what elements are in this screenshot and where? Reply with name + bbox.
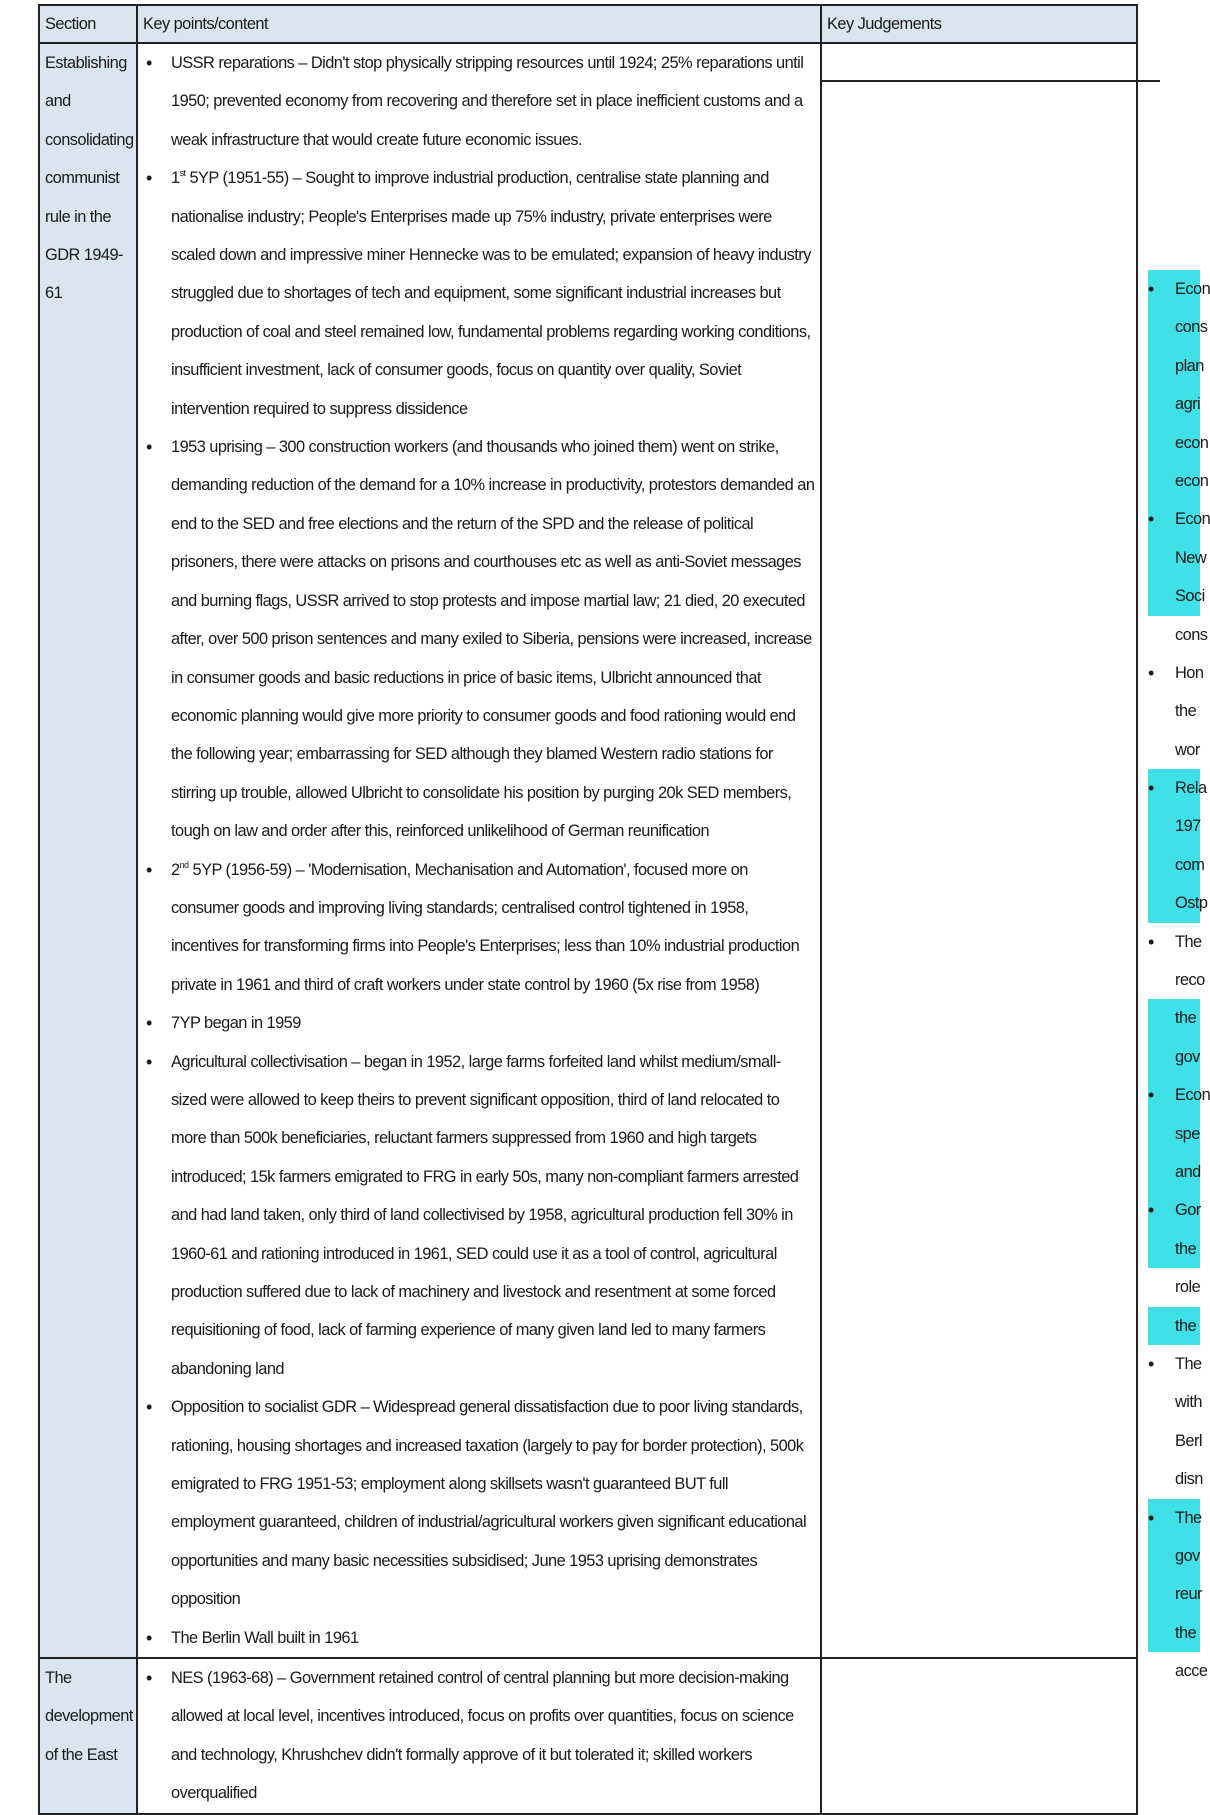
- key-judgements-cell: [821, 1658, 1137, 1814]
- clipped-line: [1148, 270, 1210, 308]
- key-point-item: • The Berlin Wall built in 1961: [143, 1619, 815, 1657]
- clipped-line-text: the: [1175, 702, 1197, 721]
- key-point-item: • 2nd 5YP (1956-59) – 'Modernisation, Mechanisation and Automation', focused more on consumer goods and improving living standards; centralised control tightened in 1958, incentives for transforming firms into People's Enterprises; less than 10% industrial production private in 1961 and third of craft workers under state control by 1960 (5x rise from 1958): [143, 851, 815, 1005]
- clipped-line-text: econ: [1175, 471, 1209, 490]
- clipped-line-text: Econ: [1175, 510, 1210, 529]
- table-row: [39, 1658, 1137, 1814]
- clipped-line-text: Econ: [1175, 280, 1210, 298]
- clipped-line-text: the: [1175, 1316, 1197, 1335]
- clipped-line-text: gov: [1175, 1047, 1200, 1066]
- clipped-line: [1148, 1652, 1208, 1690]
- key-point-item: • 1st 5YP (1951-55) – Sought to improve industrial production, centralise state planning and nationalise industry; People's Enterprises made up 75% industry, private enterprises were scaled down and impressive miner Hennecke was to be emulated; expansion of heavy industry struggled due to shortages of tech and equipment, some significant industrial increases but production of coal and steel remained low, fundamental problems regarding working conditions, insufficient investment, lack of consumer goods, focus on quantity over quality, Soviet intervention required to suppress dissidence: [143, 159, 815, 428]
- clipped-line-text: disn: [1175, 1470, 1203, 1489]
- clipped-line-text: The: [1175, 1508, 1202, 1527]
- header-key-judgements: Key Judgements: [821, 5, 1137, 43]
- clipped-line-text: plan: [1175, 356, 1204, 375]
- clipped-line: [1148, 1422, 1200, 1460]
- header-section: Section: [39, 5, 137, 43]
- clipped-line: [1148, 385, 1200, 423]
- bullet-icon: •: [1148, 279, 1154, 299]
- clipped-line: [1148, 807, 1200, 845]
- key-point-item: • USSR reparations – Didn't stop physically stripping resources until 1924; 25% reparations until 1950; prevented economy from recovering and therefore set in place inefficient customs and a weak infrastructure that would create future economic issues.: [143, 44, 815, 159]
- clipped-line: [1148, 462, 1209, 500]
- key-points-list: [143, 1659, 815, 1813]
- clipped-line-text: the: [1175, 1009, 1197, 1028]
- clipped-line-text: agri: [1175, 395, 1201, 414]
- bullet-icon: •: [1148, 931, 1154, 952]
- clipped-line-text: reur: [1175, 1585, 1202, 1604]
- clipped-line-text: the: [1175, 1239, 1197, 1258]
- clipped-line-text: acce: [1175, 1662, 1208, 1681]
- clipped-line: [1148, 923, 1200, 961]
- clipped-line-text: reco: [1175, 971, 1205, 990]
- clipped-line: [1148, 846, 1205, 884]
- clipped-line-text: New: [1175, 548, 1207, 567]
- clipped-line-text: Econ: [1175, 1086, 1210, 1105]
- key-point-item: • NES (1963-68) – Government retained control of central planning but more decision-making allowed at local level, incentives introduced, focus on profits over quantities, focus on science and technology, Khrushchev didn't formally approve of it but tolerated it; skilled workers overqualified: [143, 1659, 815, 1813]
- clipped-line-text: The: [1175, 932, 1202, 951]
- clipped-line-text: cons: [1175, 318, 1208, 337]
- clipped-line: [1148, 347, 1204, 385]
- clipped-line: [1148, 1575, 1200, 1613]
- clipped-line-text: econ: [1175, 433, 1209, 452]
- clipped-line-text: cons: [1175, 625, 1208, 644]
- section-title: Establishing and consolidating communist rule in the GDR 1949-61: [39, 43, 137, 1658]
- clipped-line: [1148, 539, 1207, 577]
- revision-table: [38, 4, 1138, 1815]
- clipped-line: [1148, 1153, 1200, 1191]
- bullet-icon: •: [1148, 778, 1154, 799]
- bullet-icon: •: [1148, 662, 1154, 683]
- clipped-line: [1148, 884, 1208, 922]
- clipped-line-text: spe: [1175, 1124, 1200, 1143]
- clipped-line: [1148, 999, 1200, 1037]
- header-key-points: Key points/content: [137, 5, 821, 43]
- clipped-line: [1148, 1307, 1200, 1345]
- key-judgements-cell: [821, 43, 1137, 1658]
- clipped-line-text: Rela: [1175, 779, 1207, 798]
- section-title: The development of the East: [39, 1658, 137, 1814]
- clipped-line-text: the: [1175, 1623, 1197, 1642]
- clipped-line: [1148, 1383, 1200, 1421]
- clipped-line-text: Soci: [1175, 587, 1205, 606]
- clipped-line: [1148, 616, 1208, 654]
- key-points-list: [143, 44, 815, 1657]
- key-points-cell: [137, 43, 821, 1658]
- overflow-rule: [822, 80, 1160, 82]
- clipped-line: [1148, 692, 1200, 730]
- bullet-icon: •: [1148, 1353, 1154, 1374]
- bullet-icon: •: [1148, 1507, 1154, 1528]
- clipped-line-text: wor: [1175, 740, 1200, 759]
- bullet-icon: •: [1148, 509, 1154, 530]
- clipped-line: [1148, 654, 1204, 692]
- clipped-line: [1148, 1460, 1203, 1498]
- clipped-line: [1148, 1537, 1200, 1575]
- clipped-line: [1148, 1230, 1200, 1268]
- clipped-line: [1148, 500, 1210, 538]
- clipped-line: [1148, 1191, 1200, 1229]
- clipped-line: [1148, 424, 1209, 462]
- clipped-line: [1148, 1076, 1210, 1114]
- key-point-item: • 7YP began in 1959: [143, 1004, 815, 1042]
- clipped-line-text: with: [1175, 1393, 1202, 1412]
- clipped-line: [1148, 731, 1200, 769]
- key-point-item: • Opposition to socialist GDR – Widespread general dissatisfaction due to poor living standards, rationing, housing shortages and increased taxation (largely to pay for border protection), 500k emigrated to FRG 1951-53; employment along skillsets wasn't guaranteed BUT full employment guaranteed, children of industrial/agricultural workers given significant educational opportunities and many basic necessities subsidised; June 1953 uprising demonstrates opposition: [143, 1388, 815, 1618]
- key-point-item: • 1953 uprising – 300 construction workers (and thousands who joined them) went on strike, demanding reduction of the demand for a 10% increase in productivity, protestors demanded an end to the SED and free elections and the return of the SPD and the release of political prisoners, there were attacks on prisons and courthouses etc as well as anti-Soviet messages and burning flags, USSR arrived to stop protests and impose martial law; 21 died, 20 executed after, over 500 prison sentences and many exiled to Siberia, pensions were increased, increase in consumer goods and basic reductions in price of basic items, Ulbricht announced that economic planning would give more priority to consumer goods and food rationing would end the following year; embarrassing for SED although they blamed Western radio stations for stirring up trouble, allowed Ulbricht to consolidate his position by purging 20k SED members, tough on law and order after this, reinforced unlikelihood of German reunification: [143, 428, 815, 850]
- clipped-line-text: Gor: [1175, 1201, 1201, 1220]
- clipped-line-text: com: [1175, 855, 1205, 874]
- clipped-line: [1148, 577, 1205, 615]
- clipped-line-text: and: [1175, 1162, 1201, 1181]
- bullet-icon: •: [1148, 1200, 1154, 1221]
- header-row: [39, 5, 1137, 43]
- clipped-line: [1148, 961, 1205, 999]
- clipped-third-column: [1148, 270, 1210, 1690]
- clipped-line-text: 197: [1175, 817, 1201, 836]
- key-points-cell: [137, 1658, 821, 1814]
- clipped-line: [1148, 1115, 1200, 1153]
- clipped-line: [1148, 1268, 1200, 1306]
- clipped-line-text: role: [1175, 1278, 1201, 1297]
- clipped-line-text: Berl: [1175, 1431, 1202, 1450]
- clipped-line: [1148, 1614, 1200, 1652]
- clipped-line: [1148, 769, 1207, 807]
- clipped-line: [1148, 1499, 1200, 1537]
- clipped-line: [1148, 308, 1208, 346]
- clipped-line: [1148, 1038, 1200, 1076]
- clipped-line-text: Ostp: [1175, 894, 1208, 913]
- clipped-line: [1148, 1345, 1200, 1383]
- table-row: [39, 43, 1137, 1658]
- clipped-line-text: gov: [1175, 1546, 1200, 1565]
- key-point-item: • Agricultural collectivisation – began in 1952, large farms forfeited land whilst medium/small-sized were allowed to keep theirs to prevent significant opposition, third of land relocated to more than 500k beneficiaries, reluctant farmers suppressed from 1960 and high targets introduced; 15k farmers emigrated to FRG in early 50s, many non-compliant farmers arrested and had land taken, only third of land collectivised by 1958, agricultural production fell 30% in 1960-61 and rationing introduced in 1961, SED could use it as a tool of control, agricultural production suffered due to lack of machinery and livestock and resentment at some forced requisitioning of food, lack of farming experience of many given land led to many farmers abandoning land: [143, 1043, 815, 1389]
- clipped-line-text: Hon: [1175, 663, 1204, 682]
- bullet-icon: •: [1148, 1085, 1154, 1106]
- clipped-line-text: The: [1175, 1354, 1202, 1373]
